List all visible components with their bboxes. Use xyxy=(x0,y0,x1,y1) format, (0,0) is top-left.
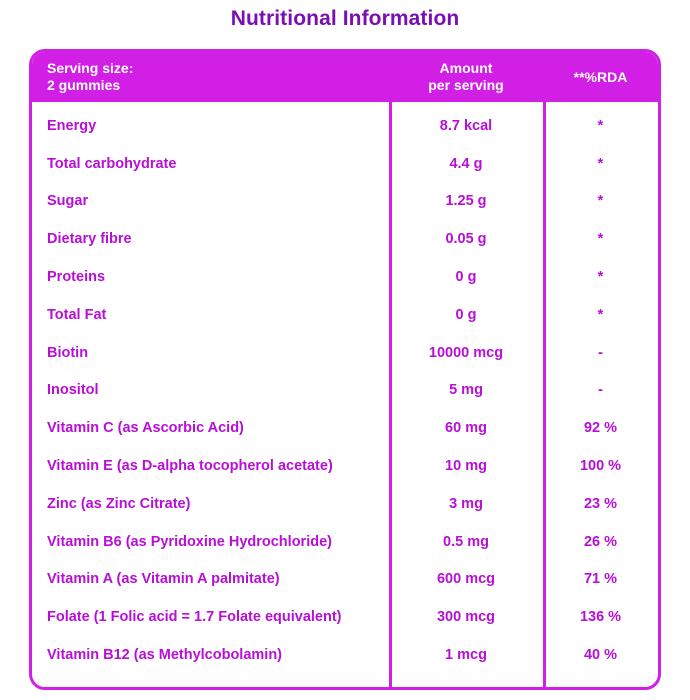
table-row xyxy=(32,220,658,258)
nutrient-name: Zinc (as Zinc Citrate) xyxy=(47,495,191,512)
amount-per-serving: 10000 mcg xyxy=(428,344,504,361)
amount-per-serving: 1 mcg xyxy=(445,647,487,664)
table-row xyxy=(32,447,658,485)
amount-per-serving: 3 mg xyxy=(449,495,483,512)
table-body xyxy=(32,102,658,674)
amount-per-serving: 0.05 g xyxy=(445,231,487,248)
table-row xyxy=(32,107,658,145)
table-row xyxy=(32,523,658,561)
table-row xyxy=(32,598,658,636)
amount-per-serving: 300 mcg xyxy=(436,609,496,626)
amount-per-serving: 0 g xyxy=(455,306,477,323)
table-row xyxy=(32,372,658,410)
nutrient-name: Energy xyxy=(47,117,97,134)
rda-value: * xyxy=(597,269,604,286)
table-row xyxy=(32,145,658,183)
nutrient-name: Total carbohydrate xyxy=(47,155,177,172)
rda-value: * xyxy=(597,306,604,323)
table-row xyxy=(32,183,658,221)
nutrient-name: Inositol xyxy=(47,382,99,399)
nutrient-name: Vitamin E (as D-alpha tocopherol acetate) xyxy=(47,458,333,475)
nutrient-name: Sugar xyxy=(47,193,89,210)
nutrient-name: Total Fat xyxy=(47,306,107,323)
amount-per-serving: 10 mg xyxy=(445,458,487,475)
column-divider xyxy=(389,52,392,687)
header-serving-label: Serving size: xyxy=(47,60,134,76)
rda-value: 136 % xyxy=(579,609,622,626)
amount-per-serving: 0 g xyxy=(455,269,477,286)
amount-per-serving: 5 mg xyxy=(449,382,483,399)
rda-value: 23 % xyxy=(583,495,618,512)
amount-per-serving: 4.4 g xyxy=(449,155,483,172)
nutrient-name: Proteins xyxy=(47,269,106,286)
header-amount-line2: per serving xyxy=(428,77,504,93)
header-amount xyxy=(389,52,543,102)
amount-per-serving: 1.25 g xyxy=(445,193,487,210)
rda-value: - xyxy=(598,382,603,399)
rda-value: 100 % xyxy=(579,458,622,475)
nutrient-name: Folate (1 Folic acid = 1.7 Folate equivalent) xyxy=(47,609,342,626)
table-row xyxy=(32,636,658,674)
table-row xyxy=(32,334,658,372)
rda-value: * xyxy=(597,155,604,172)
nutrition-table xyxy=(29,49,661,690)
header-amount-line1: Amount xyxy=(439,60,493,76)
header-serving-size xyxy=(32,52,389,102)
amount-per-serving: 600 mcg xyxy=(436,571,496,588)
rda-value: - xyxy=(598,344,603,361)
nutrient-name: Dietary fibre xyxy=(47,231,132,248)
amount-per-serving: 0.5 mg xyxy=(443,533,489,550)
rda-value: * xyxy=(597,231,604,248)
rda-value: 92 % xyxy=(583,420,618,437)
table-row xyxy=(32,561,658,599)
rda-value: * xyxy=(597,117,604,134)
rda-value: 71 % xyxy=(583,571,618,588)
amount-per-serving: 60 mg xyxy=(445,420,487,437)
amount-per-serving: 8.7 kcal xyxy=(439,117,493,134)
header-serving-value: 2 gummies xyxy=(47,77,121,93)
nutrient-name: Biotin xyxy=(47,344,89,361)
table-header xyxy=(32,52,658,102)
nutrient-name: Vitamin C (as Ascorbic Acid) xyxy=(47,420,244,437)
table-row xyxy=(32,409,658,447)
table-row xyxy=(32,485,658,523)
header-rda: **%RDA xyxy=(573,68,628,85)
nutrient-name: Vitamin B12 (as Methylcobolamin) xyxy=(47,647,283,664)
table-row xyxy=(32,296,658,334)
nutrient-name: Vitamin B6 (as Pyridoxine Hydrochloride) xyxy=(47,533,332,550)
rda-value: 26 % xyxy=(583,533,618,550)
column-divider xyxy=(543,52,546,687)
rda-value: * xyxy=(597,193,604,210)
page-title: Nutritional Information xyxy=(230,7,460,30)
rda-value: 40 % xyxy=(583,647,618,664)
table-row xyxy=(32,258,658,296)
nutrient-name: Vitamin A (as Vitamin A palmitate) xyxy=(47,571,280,588)
